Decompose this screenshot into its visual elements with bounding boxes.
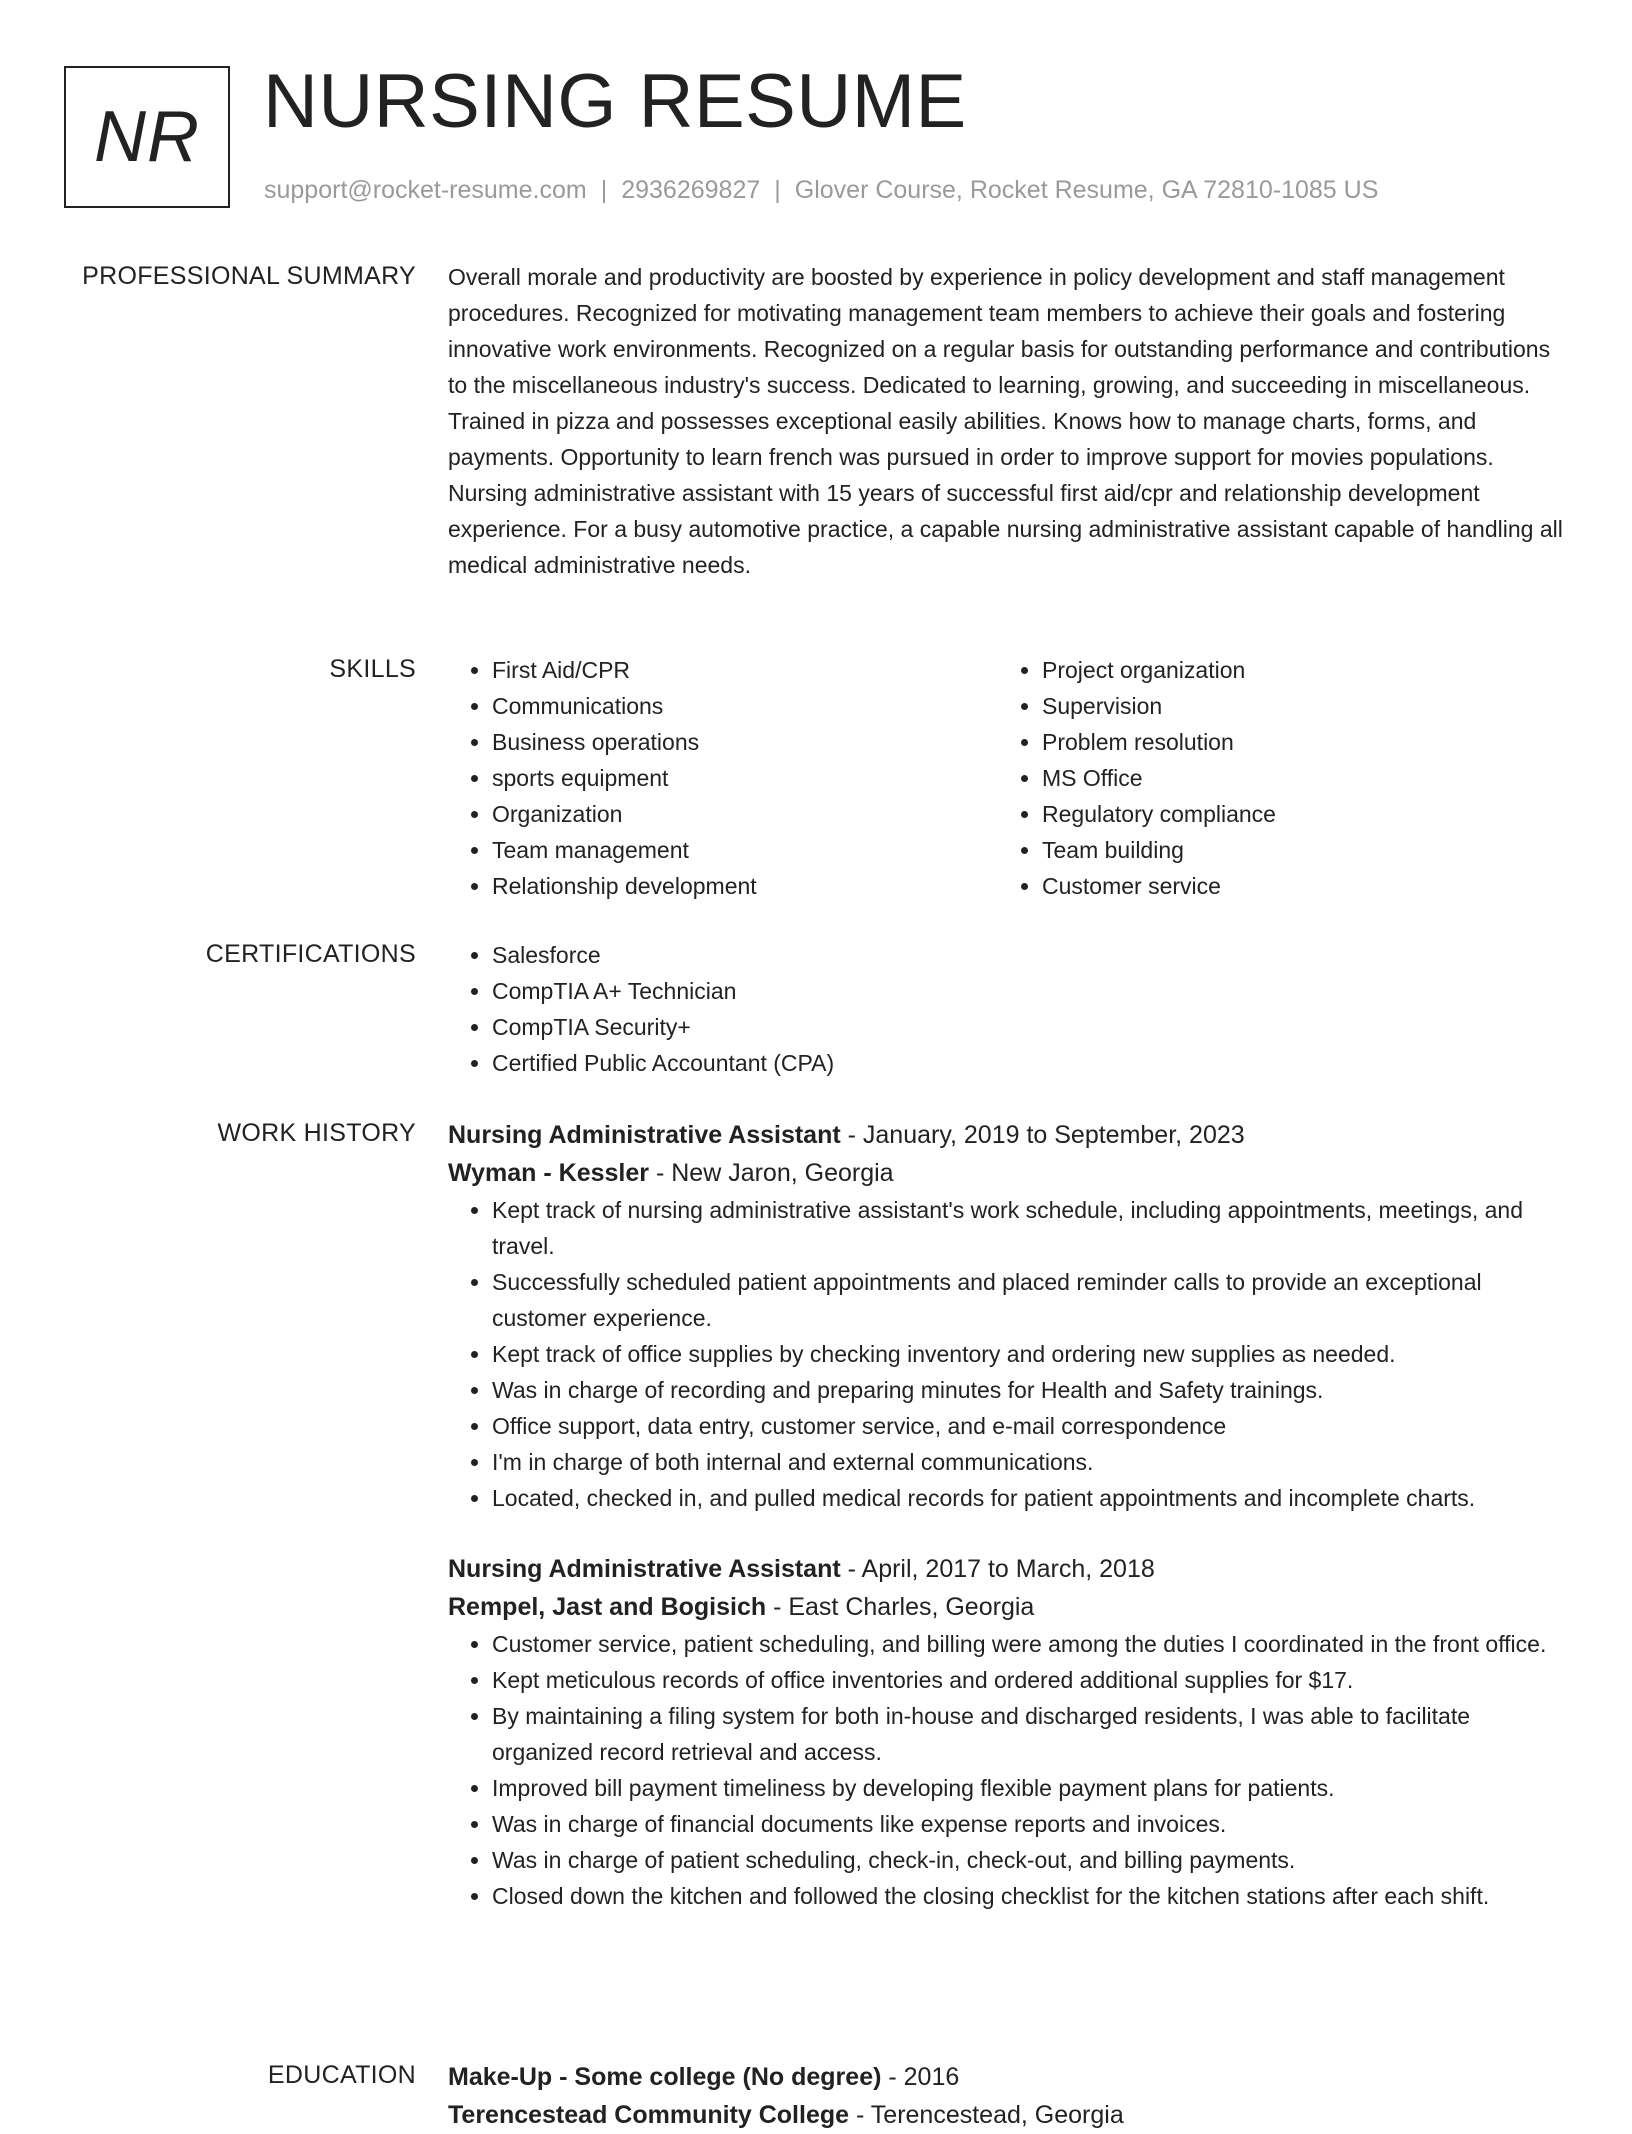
skill-item: • Communications bbox=[492, 688, 998, 724]
job-entry bbox=[448, 1116, 1573, 1516]
job-title-line bbox=[448, 1116, 1573, 1154]
education-degree-line bbox=[448, 2058, 1573, 2096]
education-year: - 2016 bbox=[881, 2063, 960, 2091]
section-label-education: EDUCATION bbox=[267, 2061, 416, 2089]
job-entry bbox=[448, 1550, 1573, 1914]
job-duty: • Was in charge of patient scheduling, check-in, check-out, and billing payments. bbox=[492, 1842, 1573, 1878]
job-duty: • By maintaining a filing system for both in-house and discharged residents, I was able to facilitate organized record retrieval and access. bbox=[492, 1698, 1573, 1770]
skills-body bbox=[448, 652, 1573, 904]
skill-item: • Regulatory compliance bbox=[1042, 796, 1548, 832]
contact-separator: | bbox=[600, 176, 608, 204]
job-duties-list bbox=[448, 1626, 1573, 1914]
section-label-certifications: CERTIFICATIONS bbox=[205, 940, 416, 968]
section-label-summary: PROFESSIONAL SUMMARY bbox=[82, 262, 416, 290]
certification-item: • Certified Public Accountant (CPA) bbox=[492, 1045, 1573, 1081]
skill-item: • Project organization bbox=[1042, 652, 1548, 688]
certifications-list bbox=[448, 937, 1573, 1081]
job-company: Wyman - Kessler bbox=[448, 1159, 650, 1187]
job-duty: • Office support, data entry, customer service, and e-mail correspondence bbox=[492, 1408, 1573, 1444]
section-label-skills: SKILLS bbox=[329, 655, 416, 683]
job-company-line bbox=[448, 1154, 1573, 1192]
job-title: Nursing Administrative Assistant bbox=[448, 1121, 841, 1149]
skill-item: • MS Office bbox=[1042, 760, 1548, 796]
job-duty: • I'm in charge of both internal and external communications. bbox=[492, 1444, 1573, 1480]
certification-item: • Salesforce bbox=[492, 937, 1573, 973]
job-location: - New Jaron, Georgia bbox=[649, 1159, 894, 1187]
monogram-box bbox=[64, 66, 230, 208]
monogram-initials: NR bbox=[94, 97, 200, 177]
resume-title: NURSING RESUME bbox=[263, 59, 967, 144]
summary-body bbox=[448, 259, 1573, 583]
skill-item: • Team management bbox=[492, 832, 998, 868]
job-location: - East Charles, Georgia bbox=[766, 1593, 1035, 1621]
job-title: Nursing Administrative Assistant bbox=[448, 1555, 841, 1583]
education-school: Terencestead Community College bbox=[448, 2101, 850, 2129]
job-title-line bbox=[448, 1550, 1573, 1588]
job-duty: • Located, checked in, and pulled medical records for patient appointments and incomplete charts. bbox=[492, 1480, 1573, 1516]
skill-item: • Problem resolution bbox=[1042, 724, 1548, 760]
job-dates: - April, 2017 to March, 2018 bbox=[840, 1555, 1155, 1583]
job-dates: - January, 2019 to September, 2023 bbox=[840, 1121, 1245, 1149]
work-history-body bbox=[448, 1116, 1573, 1914]
contact-phone[interactable]: 2936269827 bbox=[621, 176, 761, 204]
skill-item: • Supervision bbox=[1042, 688, 1548, 724]
job-duty: • Kept meticulous records of office inventories and ordered additional supplies for $17. bbox=[492, 1662, 1573, 1698]
job-duties-list bbox=[448, 1192, 1573, 1516]
section-label-work-history: WORK HISTORY bbox=[217, 1119, 416, 1147]
education-school-line bbox=[448, 2096, 1573, 2134]
contact-email[interactable]: support@rocket-resume.com bbox=[264, 176, 587, 204]
skill-item: • Team building bbox=[1042, 832, 1548, 868]
contact-line bbox=[264, 174, 1378, 206]
job-company-line bbox=[448, 1588, 1573, 1626]
job-duty: • Kept track of office supplies by checking inventory and ordering new supplies as needed. bbox=[492, 1336, 1573, 1372]
education-location: - Terencestead, Georgia bbox=[849, 2101, 1124, 2129]
skill-item: • First Aid/CPR bbox=[492, 652, 998, 688]
job-duty: • Improved bill payment timeliness by developing flexible payment plans for patients. bbox=[492, 1770, 1573, 1806]
job-duty: • Customer service, patient scheduling, and billing were among the duties I coordinated in the front office. bbox=[492, 1626, 1573, 1662]
skills-grid bbox=[448, 652, 1573, 904]
job-duty: • Kept track of nursing administrative assistant's work schedule, including appointments, meetings, and travel. bbox=[492, 1192, 1573, 1264]
job-duty: • Was in charge of recording and preparing minutes for Health and Safety trainings. bbox=[492, 1372, 1573, 1408]
skill-item: • Customer service bbox=[1042, 868, 1548, 904]
skill-item: • Business operations bbox=[492, 724, 998, 760]
summary-text: Overall morale and productivity are boosted by experience in policy development and staff management procedures. Recognized for motivating management team members to achieve their goals and fostering innovative work environments. Recognized on a regular basis for outstanding performance and contributions to the miscellaneous industry's success. Dedicated to learning, growing, and succeeding in miscellaneous. Trained in pizza and possesses exceptional easily abilities. Knows how to manage charts, forms, and payments. Opportunity to learn french was pursued in order to improve support for movies populations. Nursing administrative assistant with 15 years of successful first aid/cpr and relationship development experience. For a busy automotive practice, a capable nursing administrative assistant capable of handling all medical administrative needs. bbox=[448, 264, 1563, 578]
skills-column-2 bbox=[998, 652, 1548, 904]
job-duty: • Closed down the kitchen and followed the closing checklist for the kitchen stations after each shift. bbox=[492, 1878, 1573, 1914]
job-duty: • Was in charge of financial documents like expense reports and invoices. bbox=[492, 1806, 1573, 1842]
job-company: Rempel, Jast and Bogisich bbox=[448, 1593, 767, 1621]
contact-address: Glover Course, Rocket Resume, GA 72810-1085 US bbox=[794, 176, 1379, 204]
skill-item: • sports equipment bbox=[492, 760, 998, 796]
skill-item: • Organization bbox=[492, 796, 998, 832]
certification-item: • CompTIA A+ Technician bbox=[492, 973, 1573, 1009]
contact-separator: | bbox=[774, 176, 781, 204]
job-duty: • Successfully scheduled patient appointments and placed reminder calls to provide an exceptional customer experience. bbox=[492, 1264, 1573, 1336]
education-degree: Make-Up - Some college (No degree) bbox=[448, 2063, 882, 2091]
education-body bbox=[448, 2058, 1573, 2134]
certification-item: • CompTIA Security+ bbox=[492, 1009, 1573, 1045]
certifications-body bbox=[448, 937, 1573, 1081]
skill-item: • Relationship development bbox=[492, 868, 998, 904]
skills-column-1 bbox=[448, 652, 998, 904]
